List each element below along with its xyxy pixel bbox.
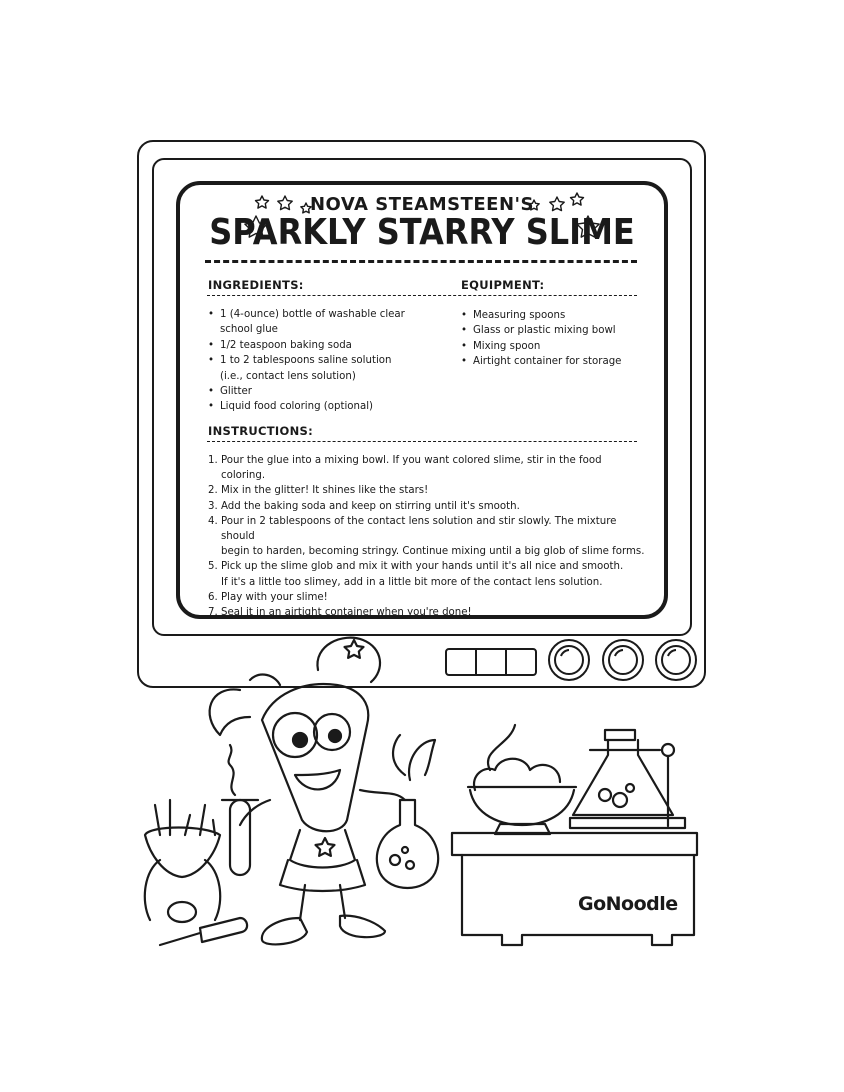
- beaker-icon: [570, 730, 685, 828]
- equipment-item: • Glass or plastic mixing bowl: [461, 323, 641, 338]
- equipment-heading: EQUIPMENT:: [461, 278, 545, 292]
- step-number: 5.: [208, 561, 218, 573]
- screwdriver-icon: [160, 918, 247, 945]
- star-icon: [345, 640, 364, 658]
- ingredient-text: • 1 (4-ounce) bottle of washable clear: [220, 309, 405, 320]
- step-text: Play with your slime!: [221, 591, 328, 603]
- bowl-icon: [468, 725, 576, 834]
- flask-icon: [377, 735, 438, 888]
- step-text: begin to harden, becoming stringy. Continue mixing until a big glob of slime forms.: [221, 546, 645, 558]
- ingredient-text: • Liquid food coloring (optional): [220, 401, 374, 413]
- ingredient-text: school glue: [220, 324, 278, 336]
- recipe-title: SPARKLY STARRY SLIME: [209, 211, 635, 253]
- recipe-subtitle: NOVA STEAMSTEEN'S: [309, 194, 535, 215]
- step-text: Add the baking soda and keep on stirring until it's smooth.: [221, 500, 520, 512]
- ingredient-text: • 1 to 2 tablespoons saline solution: [220, 355, 392, 367]
- nova-character: [210, 638, 405, 945]
- ingredient-text: • 1/2 teaspoon baking soda: [220, 339, 352, 351]
- ingredients-heading: INGREDIENTS:: [208, 278, 304, 292]
- plant-pot-icon: [145, 800, 220, 922]
- ingredient-text: • Glitter: [220, 386, 253, 398]
- step-number: 1.: [208, 455, 218, 466]
- step-number: 6.: [208, 591, 218, 603]
- gonoodle-logo: GoNoodle: [578, 893, 678, 915]
- equipment-item: • Measuring spoons: [461, 308, 641, 323]
- equipment-item: • Mixing spoon: [461, 339, 641, 354]
- equipment-item: • Airtight container for storage: [461, 354, 641, 369]
- step-number: 4.: [208, 515, 218, 527]
- star-icon: [316, 838, 335, 856]
- step-text: Seal it in an airtight container when you're done!: [221, 607, 472, 619]
- ingredient-text: (i.e., contact lens solution): [220, 370, 356, 382]
- step-number: 2.: [208, 485, 218, 497]
- lab-table: [452, 833, 697, 945]
- step-number: 3.: [208, 500, 218, 512]
- step-text: Pour in 2 tablespoons of the contact lens solution and stir slowly. The mixture should: [221, 515, 617, 543]
- step-text: Pour the glue into a mixing bowl. If you want colored slime, stir in the food coloring.: [221, 455, 602, 482]
- step-number: 7.: [208, 607, 218, 619]
- step-text: Pick up the slime glob and mix it with your hands until it's all nice and smooth.: [221, 561, 624, 573]
- step-text: If it's a little too slimey, add in a little bit more of the contact lens solution.: [221, 576, 603, 588]
- step-text: Mix in the glitter! It shines like the stars!: [221, 485, 429, 497]
- instructions-heading: INSTRUCTIONS:: [208, 424, 313, 438]
